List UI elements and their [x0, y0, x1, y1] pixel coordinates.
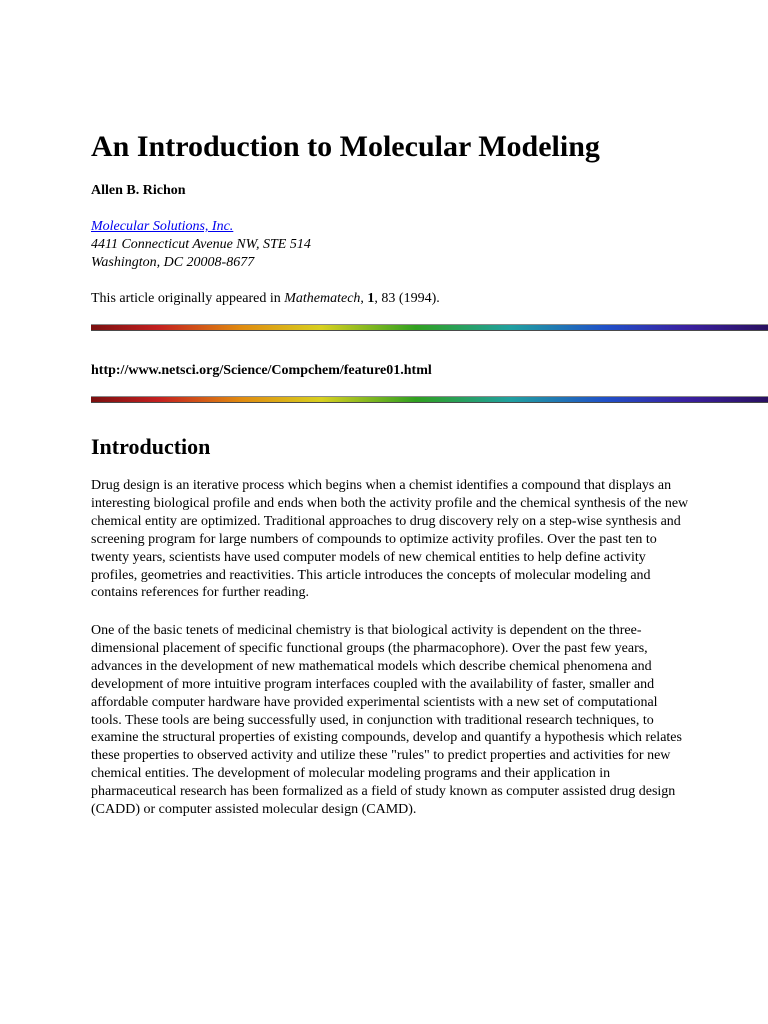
rainbow-divider — [91, 396, 768, 403]
journal-name: Mathematech — [284, 291, 361, 306]
address-line-1: 4411 Connecticut Avenue NW, STE 514 — [91, 237, 311, 252]
publication-note-prefix: This article originally appeared in — [91, 291, 285, 306]
author-affiliation — [91, 218, 311, 272]
rainbow-divider — [91, 324, 768, 331]
section-heading: Introduction — [91, 434, 211, 459]
article-url: http://www.netsci.org/Science/Compchem/feature01.html — [91, 363, 432, 378]
organization-link[interactable]: Molecular Solutions, Inc. — [91, 219, 234, 234]
address-line-2: Washington, DC 20008-8677 — [91, 255, 255, 270]
article-title: An Introduction to Molecular Modeling — [91, 130, 600, 163]
paragraph: One of the basic tenets of medicinal chemistry is that biological activity is dependent on the three-dimensional placement of specific functional groups (the pharmacophore). Over the past few years, advances in the development of new mathematical models which describe chemical phenomena and development of more intuitive program interfaces coupled with the availability of faster, smaller and affordable computer hardware have provided experimental scientists with a new set of computational tools. These tools are being successfully used, in conjunction with traditional research techniques, to examine the structural properties of existing compounds, develop and quantify a hypothesis which relates these properties to observed activity and utilize these "rules" to predict properties and activities for new chemical entities. The development of molecular modeling programs and their application in pharmaceutical research has been formalized as a field of study known as computer assisted drug design (CADD) or computer assisted molecular design (CAMD). — [91, 623, 682, 818]
publication-note — [91, 290, 440, 308]
publication-separator: , — [360, 291, 368, 306]
publication-pages-year: , 83 (1994). — [374, 291, 440, 306]
paragraph: Drug design is an iterative process which begins when a chemist identifies a compound that displays an interesting biological profile and ends when both the activity profile and the chemical synthesis of the new chemical entity are optimized. Traditional approaches to drug discovery rely on a step-wise synthesis and screening program for large numbers of compounds to optimize activity profiles. Over the past ten to twenty years, scientists have used computer models of new chemical entities to help define activity profiles, geometries and reactivities. This article introduces the concepts of molecular modeling and contains references for further reading. — [91, 478, 689, 601]
author-name: Allen B. Richon — [91, 183, 186, 198]
journal-volume: 1 — [367, 291, 375, 306]
